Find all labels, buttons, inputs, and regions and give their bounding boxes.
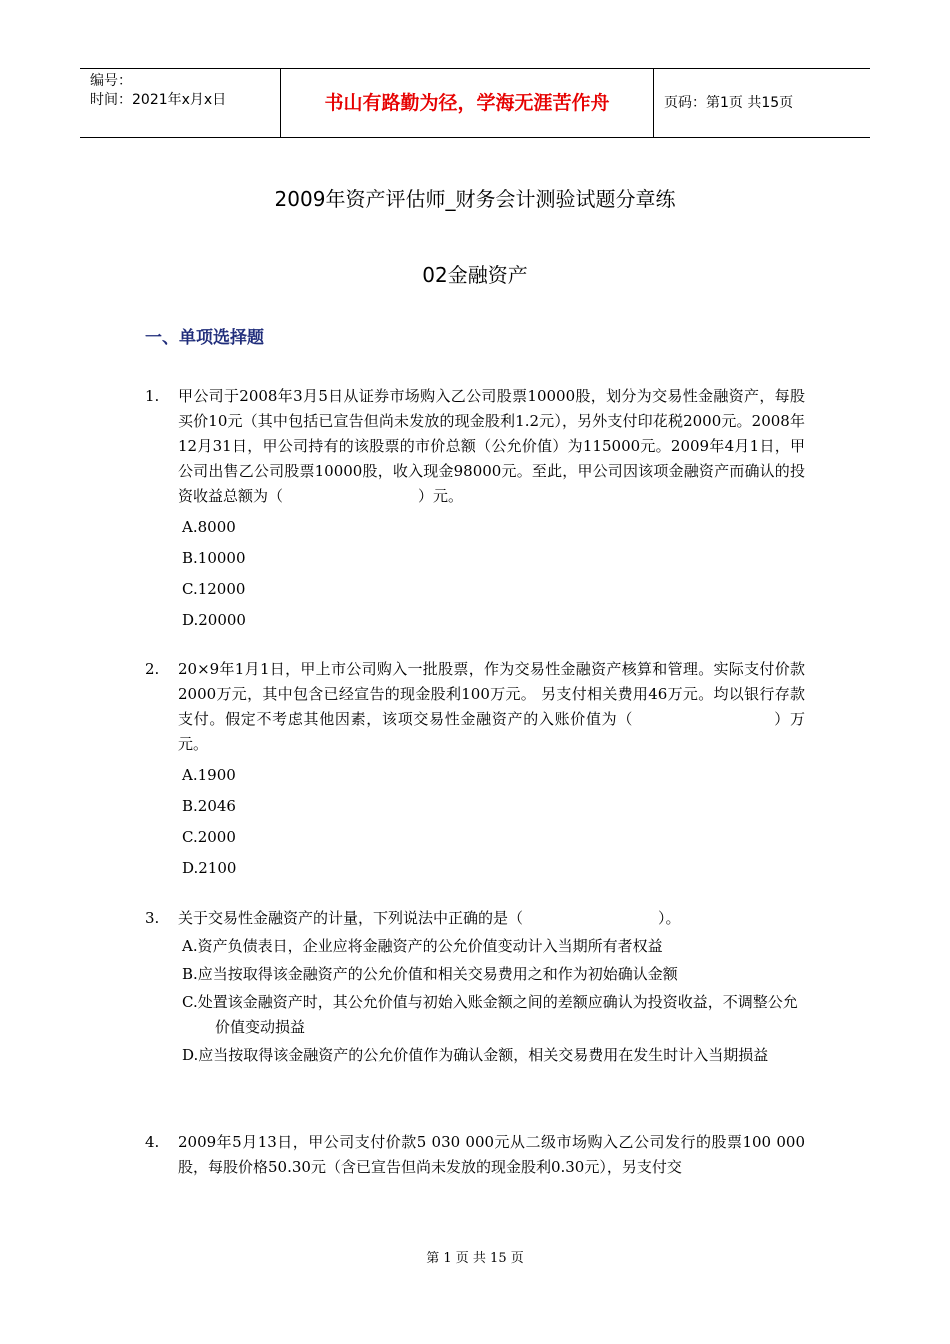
time-label: 时间：2021年x月x日: [90, 92, 227, 108]
option-d: D.2100: [182, 859, 237, 877]
question-number: 1.: [145, 387, 160, 405]
page-info: 页码：第1页 共15页: [664, 95, 794, 111]
question-2: [145, 657, 805, 881]
question-stem: 20×9年1月1日，甲上市公司购入一批股票，作为交易性金融资产核算和管理。实际支付价款2000万元，其中包含已经宣告的现金股利100万元。 另支付相关费用46万元。均以银行存款支付。假定不考虑其他因素，该项交易性金融资产的入账价值为（ ）万元。: [178, 660, 805, 753]
question-stem: 甲公司于2008年3月5日从证券市场购入乙公司股票10000股，划分为交易性金融资产，每股买价10元（其中包括已宣告但尚未发放的现金股利1.2元），另外支付印花税2000元。2008年12月31日，甲公司持有的该股票的市价总额（公允价值）为115000元。2009年4月1日，甲公司出售乙公司股票10000股，收入现金98000元。至此，甲公司因该项金融资产而确认的投资收益总额为（ ）元。: [178, 387, 805, 505]
option-c: C.2000: [182, 828, 236, 846]
option-a: A.8000: [182, 518, 236, 536]
question-4: [145, 1130, 805, 1180]
option-d: D.20000: [182, 611, 246, 629]
option-a: A.1900: [182, 766, 236, 784]
option-c: C.12000: [182, 580, 246, 598]
option-b: B.应当按取得该金融资产的公允价值和相关交易费用之和作为初始确认金额: [182, 965, 678, 983]
motto: 书山有路勤为径，学海无涯苦作舟: [281, 69, 654, 137]
header-meta-cell: [80, 69, 281, 137]
option-a: A.资产负债表日，企业应将金融资产的公允价值变动计入当期所有者权益: [182, 937, 663, 955]
option-d: D.应当按取得该金融资产的公允价值作为确认金额，相关交易费用在发生时计入当期损益: [182, 1046, 769, 1064]
option-b: B.2046: [182, 797, 236, 815]
option-b: B.10000: [182, 549, 246, 567]
question-1: [145, 384, 805, 633]
code-label: 编号：: [90, 73, 132, 89]
question-number: 2.: [145, 660, 160, 678]
page-footer: 第 1 页 共 15 页: [426, 1251, 524, 1266]
question-stem: 2009年5月13日，甲公司支付价款5 030 000元从二级市场购入乙公司发行的股票100 000股，每股价格50.30元（含已宣告但尚未发放的现金股利0.30元），另支付交: [178, 1133, 805, 1176]
section-heading: 一、单项选择题: [145, 328, 264, 348]
document-title: 2009年资产评估师_财务会计测验试题分章练: [274, 187, 676, 211]
question-number: 4.: [145, 1133, 160, 1151]
option-c: C.处置该金融资产时，其公允价值与初始入账金额之间的差额应确认为投资收益，不调整公允价值变动损益: [182, 993, 798, 1036]
question-number: 3.: [145, 909, 160, 927]
question-stem: 关于交易性金融资产的计量，下列说法中正确的是（ ）。: [178, 909, 681, 927]
chapter-title: 02金融资产: [422, 263, 528, 287]
question-3: [145, 906, 805, 1068]
header-table: [80, 68, 870, 138]
